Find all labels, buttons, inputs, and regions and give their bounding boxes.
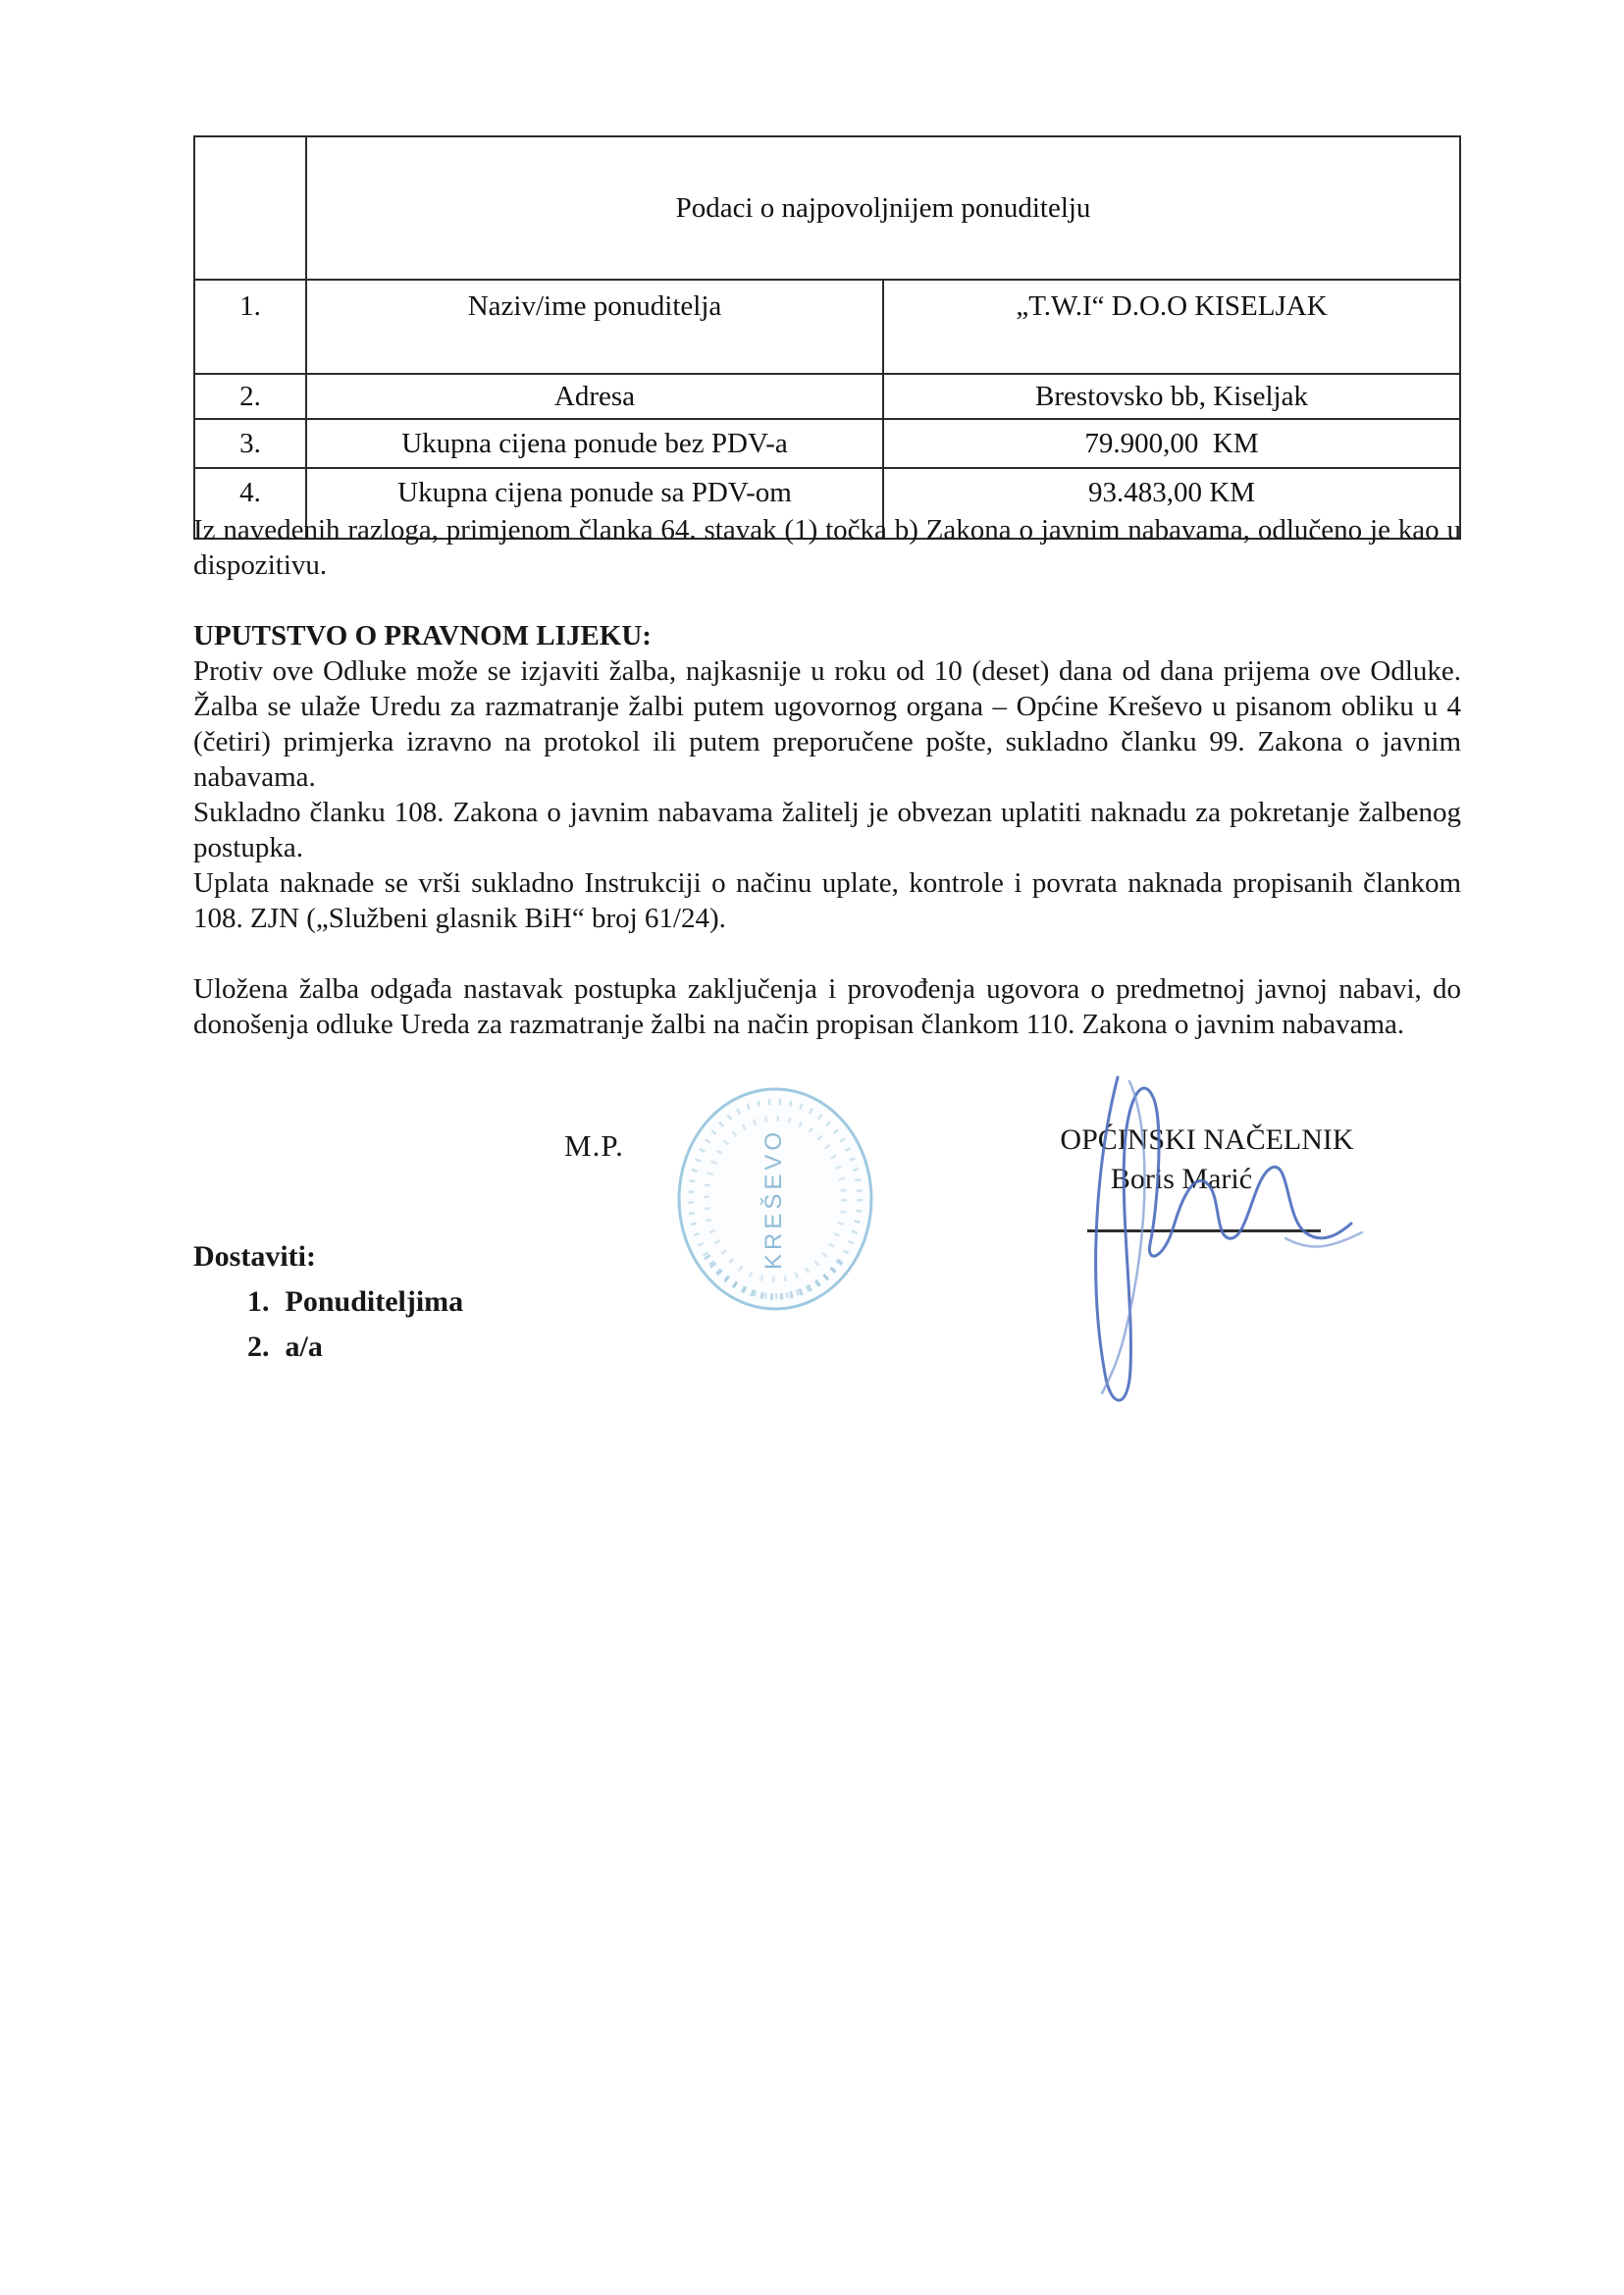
item-number: 1. <box>247 1285 270 1318</box>
legal-text-block <box>193 512 1461 1042</box>
header-empty-cell <box>194 136 306 280</box>
list-item <box>247 1325 463 1370</box>
row-value-cell: „T.W.I“ D.O.O KISELJAK <box>883 280 1460 374</box>
signer-block <box>1021 1121 1393 1199</box>
row-number-cell: 3. <box>194 419 306 468</box>
row-number-cell: 4. <box>194 468 306 539</box>
signature-line <box>1087 1229 1321 1232</box>
appeal-paragraph-1: Protiv ove Odluke može se izjaviti žalba, najkasnije u roku od 10 (deset) dana od dana prijema ove Odluke. Žalba se ulaže Uredu za razmatranje žalbi putem ugovornog organa – Općine Kreševo u pisanom obliku u 4 (četiri) primjerka izravno na protokol ili putem preporučene pošte, sukladno članku 99. Zakona o javnim nabavama. <box>193 655 1461 793</box>
table-row <box>194 419 1460 468</box>
handwritten-signature <box>1030 1055 1384 1418</box>
table-row <box>194 374 1460 419</box>
reason-paragraph: Iz navedenih razloga, primjenom članka 64. stavak (1) točka b) Zakona o javnim nabavama, odlučeno je kao u dispozitivu. <box>193 514 1461 581</box>
legal-remedy-heading: UPUTSTVO O PRAVNOM LIJEKU: <box>193 620 652 652</box>
row-label-cell: Ukupna cijena ponude sa PDV-om <box>306 468 883 539</box>
row-value-cell: Brestovsko bb, Kiseljak <box>883 374 1460 419</box>
item-text: Ponuditeljima <box>285 1285 464 1318</box>
suspension-paragraph: Uložena žalba odgađa nastavak postupka zaključenja i provođenja ugovora o predmetnoj javnoj nabavi, do donošenja odluke Ureda za razmatranje žalbi na način propisan člankom 110. Zakona o javnim nabavama. <box>193 973 1461 1040</box>
item-text: a/a <box>285 1330 323 1363</box>
mp-label: M.P. <box>564 1128 624 1163</box>
row-number-cell: 2. <box>194 374 306 419</box>
row-number-cell: 1. <box>194 280 306 374</box>
list-item <box>247 1279 463 1325</box>
best-bidder-table <box>193 135 1461 540</box>
row-value-cell: 79.900,00 KM <box>883 419 1460 468</box>
distribution-heading: Dostaviti: <box>193 1240 316 1273</box>
table-header-cell: Podaci o najpovoljnijem ponuditelju <box>306 136 1460 280</box>
row-label-cell: Naziv/ime ponuditelja <box>306 280 883 374</box>
row-label-cell: Adresa <box>306 374 883 419</box>
stamp-center-text: KREŠEVO <box>760 1127 787 1271</box>
distribution-block <box>193 1234 463 1370</box>
signer-name: Boris Marić <box>1110 1163 1253 1195</box>
row-label-cell: Ukupna cijena ponude bez PDV-a <box>306 419 883 468</box>
table-header-row <box>194 136 1460 280</box>
municipal-stamp-icon <box>671 1081 879 1317</box>
appeal-paragraph-2: Sukladno članku 108. Zakona o javnim nabavama žalitelj je obvezan uplatiti naknadu za pokretanje žalbenog postupka. <box>193 797 1461 863</box>
table-row <box>194 280 1460 374</box>
appeal-paragraph-3: Uplata naknade se vrši sukladno Instrukciji o načinu uplate, kontrole i povrata naknada propisanih člankom 108. ZJN („Službeni glasnik BiH“ broj 61/24). <box>193 867 1461 934</box>
signer-title: OPĆINSKI NAČELNIK <box>1060 1123 1354 1156</box>
row-value-cell: 93.483,00 KM <box>883 468 1460 539</box>
item-number: 2. <box>247 1330 270 1363</box>
